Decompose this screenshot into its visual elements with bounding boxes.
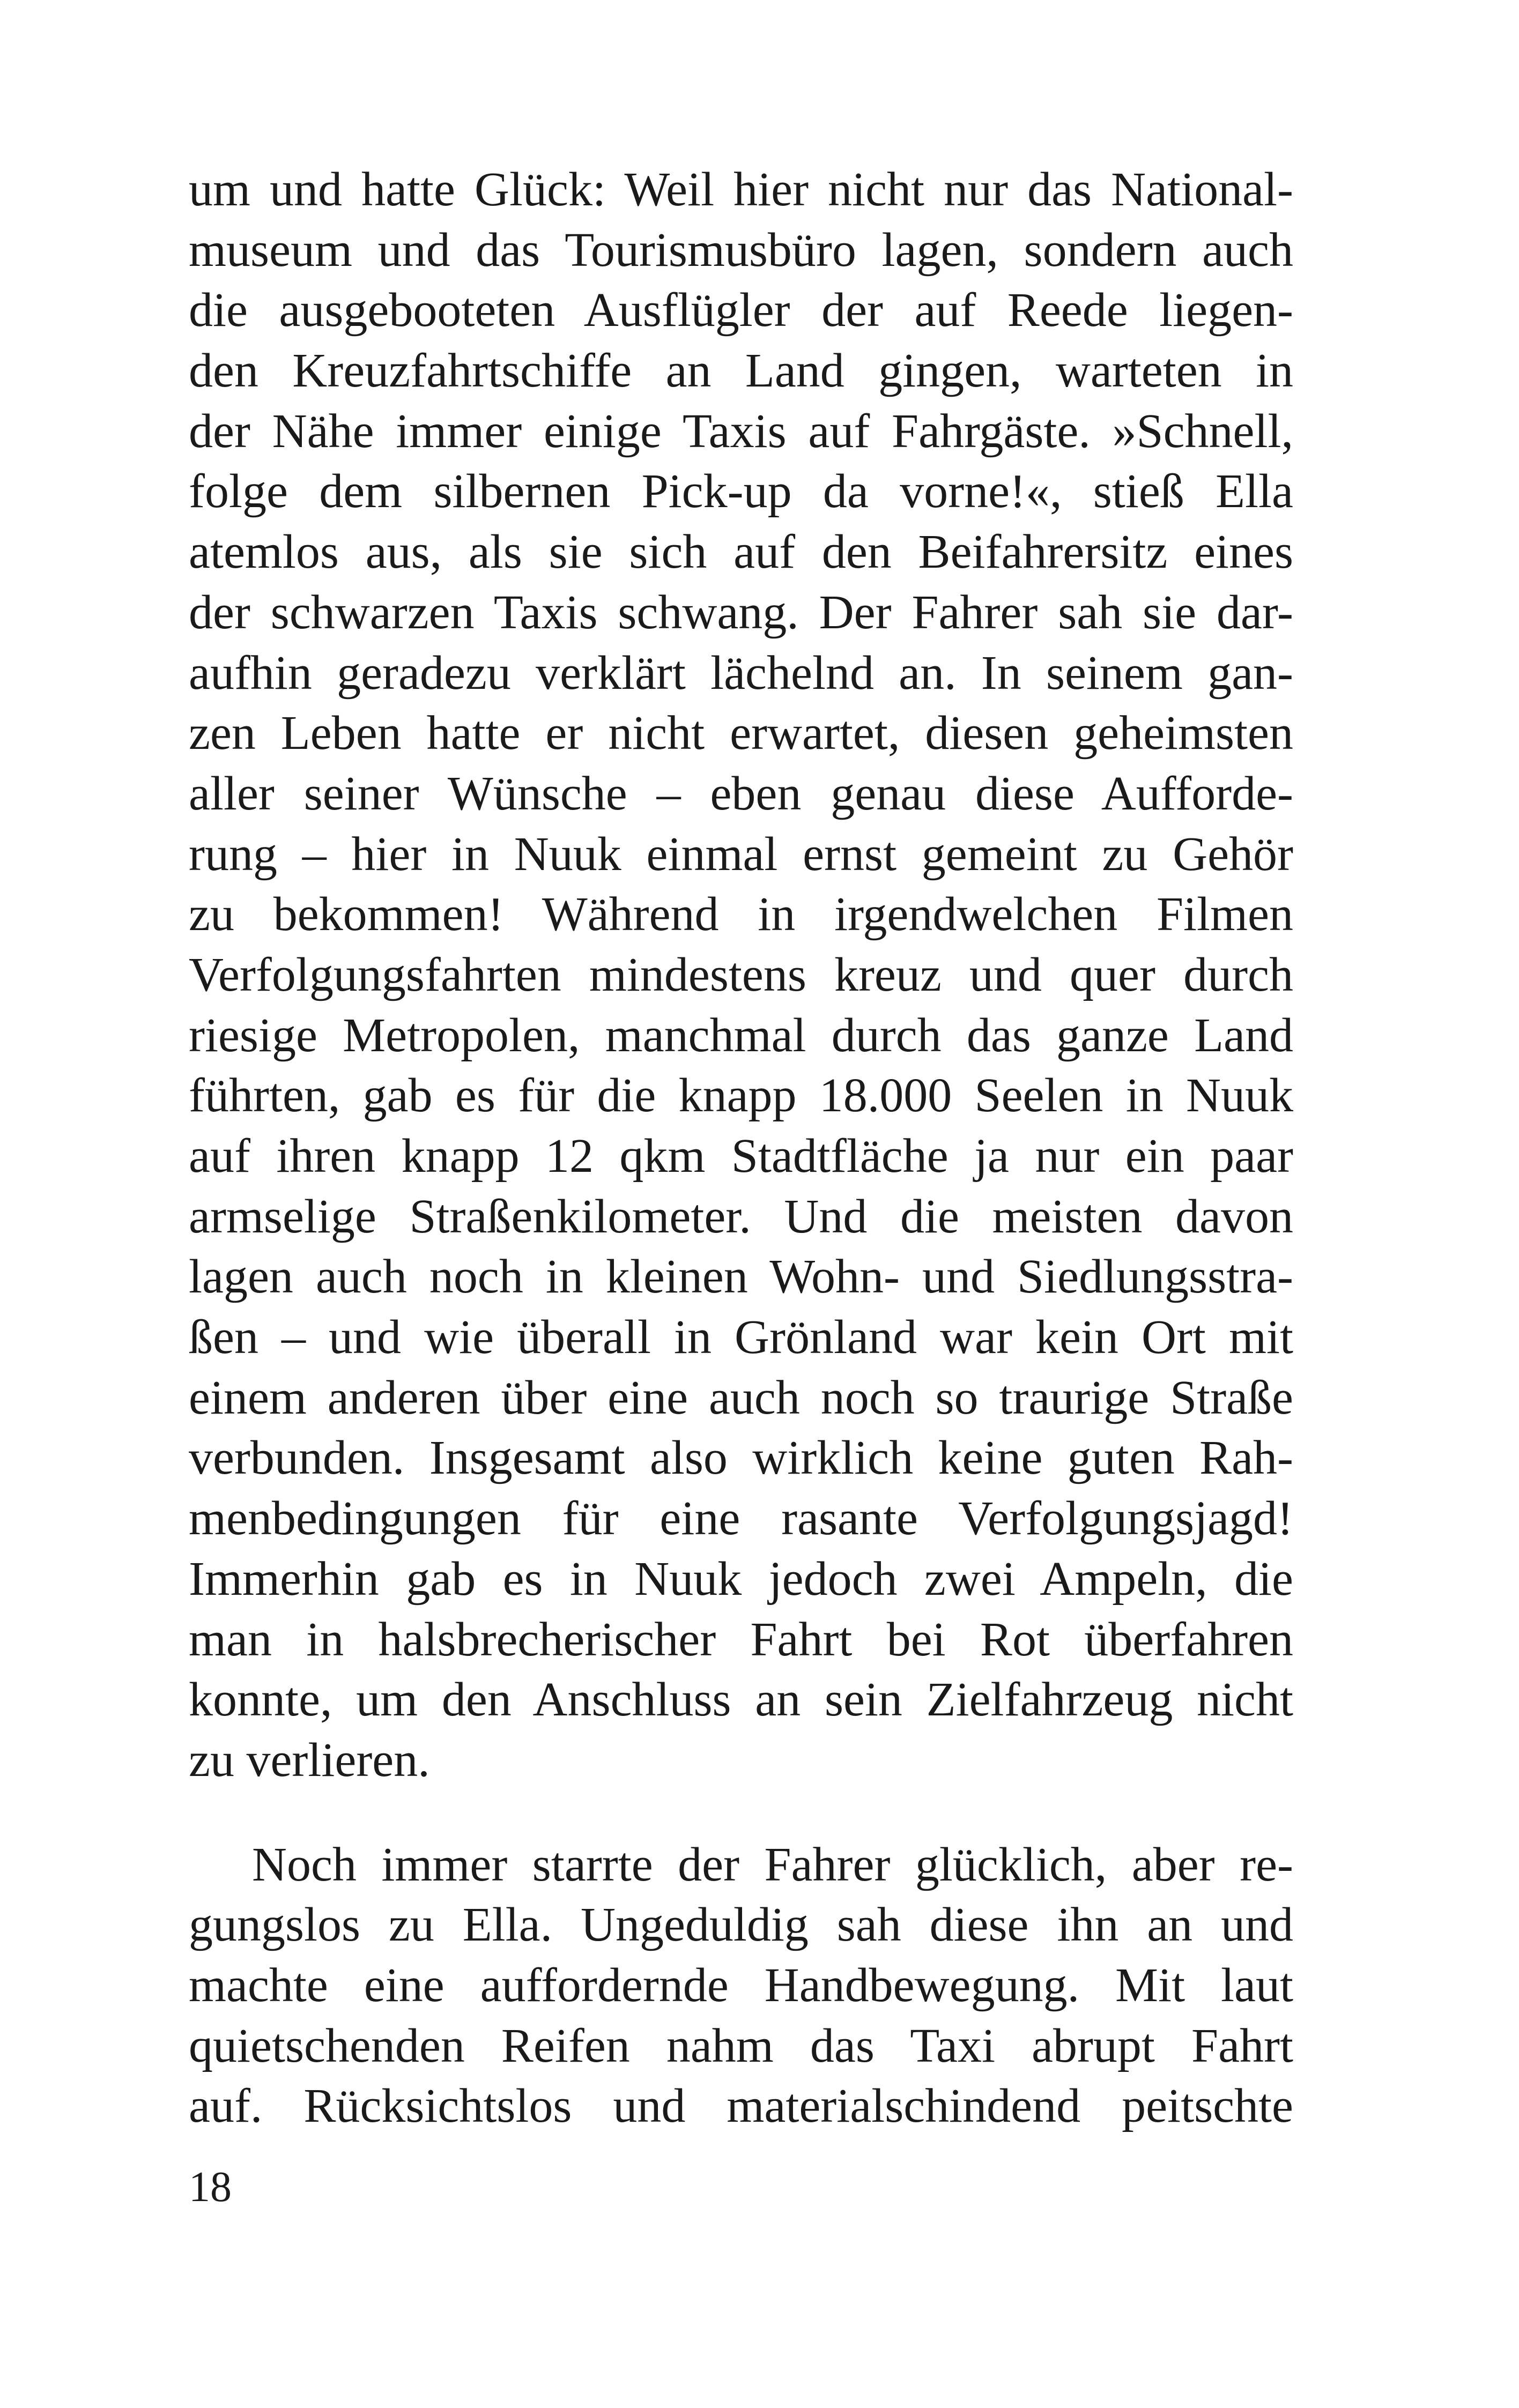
text-line: den Kreuzfahrtschiffe an Land gingen, warteten in [189,344,1293,398]
text-line: Noch immer starrte der Fahrer glücklich, aber re- [252,1838,1293,1891]
body-text [189,160,1293,2137]
text-line: einem anderen über eine auch noch so traurige Straße [189,1371,1293,1424]
text-line: folge dem silbernen Pick-up da vorne!«, stieß Ella [189,465,1293,518]
text-line: museum und das Tourismusbüro lagen, sondern auch [189,223,1293,277]
text-line: die ausgebooteten Ausflügler der auf Reede liegen- [189,284,1293,337]
text-line: lagen auch noch in kleinen Wohn- und Siedlungsstra- [189,1250,1293,1304]
text-line: rung – hier in Nuuk einmal ernst gemeint zu Gehör [189,827,1293,881]
text-line: Verfolgungsfahrten mindestens kreuz und quer durch [189,948,1293,1001]
text-line: führten, gab es für die knapp 18.000 Seelen in Nuuk [189,1069,1293,1123]
paragraph-2 [189,1835,1293,2137]
text-line: um und hatte Glück: Weil hier nicht nur das National- [189,163,1293,216]
page-number: 18 [189,2164,232,2211]
text-line: machte eine auffordernde Handbewegung. Mit laut [189,1958,1293,2012]
text-line: konnte, um den Anschluss an sein Zielfahrzeug nicht [189,1673,1293,1727]
text-line: zu bekommen! Während in irgendwelchen Filmen [189,888,1293,941]
paragraph-1 [189,160,1293,1791]
text-line: verbunden. Insgesamt also wirklich keine guten Rah- [189,1431,1293,1485]
text-line: armselige Straßenkilometer. Und die meisten davon [189,1190,1293,1243]
text-line: aufhin geradezu verklärt lächelnd an. In seinem gan- [189,646,1293,700]
text-line: man in halsbrecherischer Fahrt bei Rot überfahren [189,1612,1293,1666]
text-line: Immerhin gab es in Nuuk jedoch zwei Ampeln, die [189,1552,1293,1606]
text-line: der Nähe immer einige Taxis auf Fahrgäste. »Schnell, [189,404,1293,458]
text-line: gungslos zu Ella. Ungeduldig sah diese ihn an und [189,1898,1293,1952]
text-line: quietschenden Reifen nahm das Taxi abrupt Fahrt [189,2019,1293,2072]
text-line: zu verlieren. [189,1733,430,1787]
text-line: der schwarzen Taxis schwang. Der Fahrer sah sie dar- [189,585,1293,639]
text-line: aller seiner Wünsche – eben genau diese Aufforde- [189,767,1293,820]
text-line: ßen – und wie überall in Grönland war kein Ort mit [189,1311,1293,1364]
text-line: zen Leben hatte er nicht erwartet, diesen geheimsten [189,707,1293,760]
text-line: menbedingungen für eine rasante Verfolgungsjagd! [189,1492,1293,1545]
text-line: atemlos aus, als sie sich auf den Beifahrersitz eines [189,525,1293,579]
text-line: riesige Metropolen, manchmal durch das ganze Land [189,1008,1293,1062]
paragraph-gap [189,1791,1293,1835]
text-line: auf ihren knapp 12 qkm Stadtfläche ja nur ein paar [189,1129,1293,1183]
text-line: auf. Rücksichtslos und materialschindend peitschte [189,2079,1293,2133]
